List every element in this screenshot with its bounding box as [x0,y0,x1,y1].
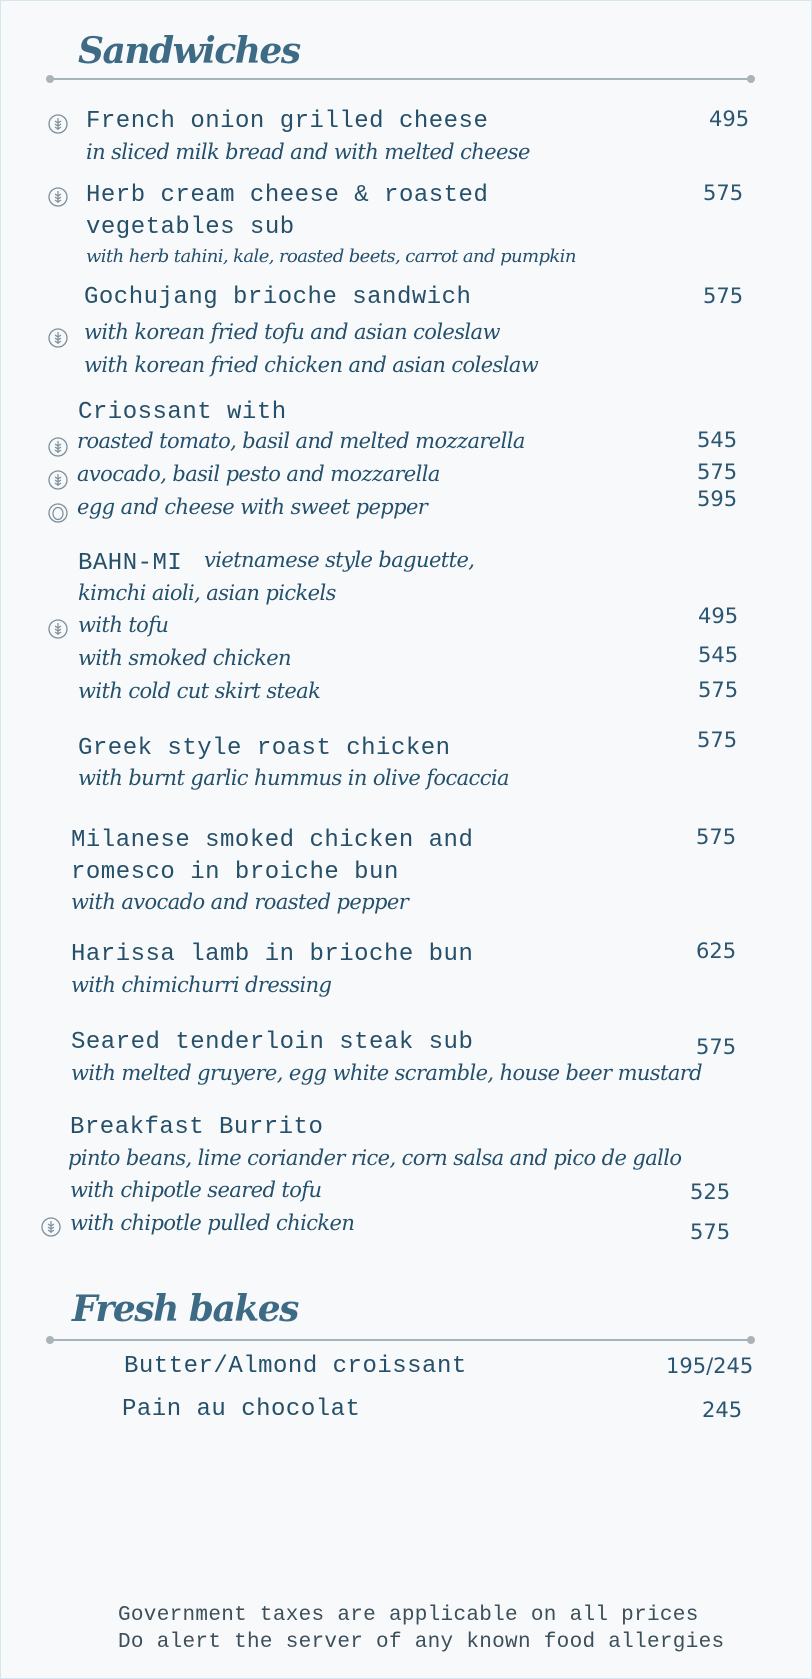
item-description: in sliced milk bread and with melted cheese [86,140,530,164]
item-name: Breakfast Burrito [70,1114,324,1141]
item-option: with tofu [78,613,169,637]
item-option: with smoked chicken [78,646,291,670]
section-title-sandwiches: Sandwiches [78,30,300,72]
item-name: Seared tenderloin steak sub [71,1029,474,1056]
item-option: with cold cut skirt steak [78,679,321,703]
item-option: egg and cheese with sweet pepper [77,495,428,519]
item-description: with melted gruyere, egg white scramble, house beer mustard [71,1061,703,1085]
item-description: with herb tahini, kale, roasted beets, carrot and pumpkin [86,246,576,267]
item-name: French onion grilled cheese [86,108,489,135]
wheat-badge-icon [48,328,68,348]
item-name: Greek style roast chicken [78,735,451,762]
footer-taxes-note: Government taxes are applicable on all prices [118,1604,699,1627]
item-name: BAHN-MI [78,550,183,577]
item-price: 575 [696,1035,737,1059]
section-divider [50,78,754,80]
egg-badge-icon [48,503,68,523]
item-price: 575 [696,825,737,849]
divider-end-dot [747,1336,755,1344]
item-option-price: 495 [698,604,739,628]
item-price: 575 [703,284,744,308]
item-price: 195/245 [666,1354,754,1378]
divider-end-dot [747,75,755,83]
item-name: Butter/Almond croissant [124,1353,467,1380]
item-price: 495 [709,107,750,131]
item-name-line2: vegetables sub [86,214,295,241]
item-option: with korean fried tofu and asian coleslaw [84,320,500,344]
item-name-line1: Herb cream cheese & roasted [86,182,489,209]
item-option-price: 545 [697,428,738,452]
item-description: with burnt garlic hummus in olive focaccia [78,766,509,790]
item-name: Pain au chocolat [122,1396,361,1423]
item-description: with chimichurri dressing [71,973,332,997]
item-option: roasted tomato, basil and melted mozzarella [77,429,525,453]
item-option-price: 595 [697,487,738,511]
item-option: with chipotle pulled chicken [70,1211,355,1235]
wheat-badge-icon [48,187,68,207]
wheat-badge-icon [41,1217,61,1237]
item-price: 625 [696,939,737,963]
wheat-badge-icon [48,114,68,134]
item-description: with avocado and roasted pepper [71,890,409,914]
wheat-badge-icon [48,437,68,457]
item-option-price: 525 [690,1180,731,1204]
item-name: Gochujang brioche sandwich [84,284,472,311]
item-option-price: 575 [697,460,738,484]
item-name-description: vietnamese style baguette, [204,548,475,572]
item-option: with korean fried chicken and asian coleslaw [84,353,539,377]
item-price: 245 [702,1398,743,1422]
item-name-line1: Milanese smoked chicken and [71,827,474,854]
item-price: 575 [697,728,738,752]
item-option-price: 575 [698,678,739,702]
item-name: Harissa lamb in brioche bun [71,941,474,968]
wheat-badge-icon [48,470,68,490]
wheat-badge-icon [48,619,68,639]
item-option: with chipotle seared tofu [70,1178,322,1202]
item-description: pinto beans, lime coriander rice, corn salsa and pico de gallo [68,1146,682,1170]
section-title-fresh-bakes: Fresh bakes [72,1288,298,1330]
item-name: Criossant with [78,399,287,426]
item-option: avocado, basil pesto and mozzarella [77,462,440,486]
item-option-price: 545 [698,643,739,667]
item-description: kimchi aioli, asian pickels [78,581,336,605]
divider-end-dot [46,75,54,83]
item-name-line2: romesco in broiche bun [71,859,399,886]
item-price: 575 [703,181,744,205]
footer-allergy-note: Do alert the server of any known food allergies [118,1631,725,1654]
divider-end-dot [46,1336,54,1344]
section-divider [50,1339,754,1341]
item-option-price: 575 [690,1220,731,1244]
